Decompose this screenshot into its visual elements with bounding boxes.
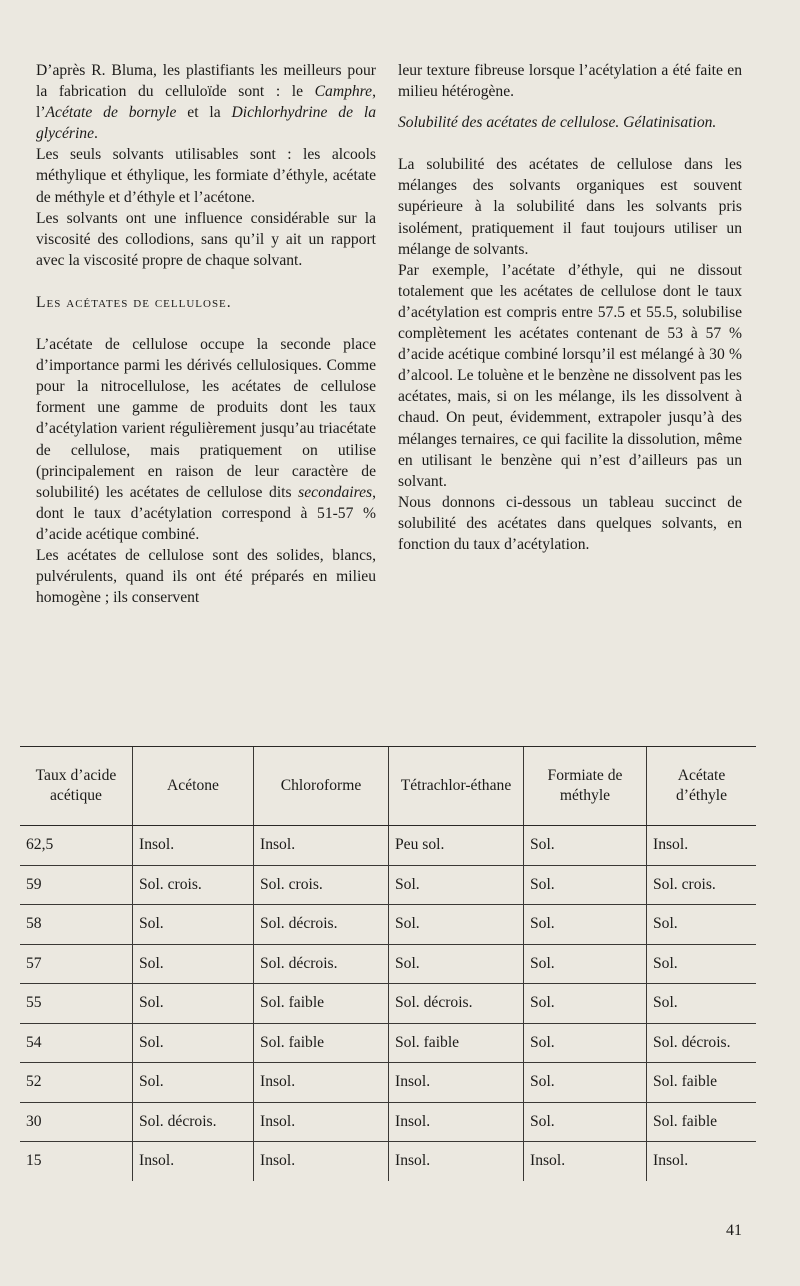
table-cell: Sol. [133,984,254,1024]
table-row [20,1142,756,1181]
table-cell: Insol. [254,826,389,866]
table-cell: Sol. faible [647,1102,757,1142]
paragraph-exemple: Par exemple, l’acétate d’éthyle, qui ne dissout totalement que les acétates de cellulose dont le taux d’acétylation est compris entre 57.5 et 55.5, solubilise complètement les acétates contenant de 53 à 57 % d’acide acétique combiné lorsqu’il est mélangé à 30 % d’alcool. Le toluène et le benzène ne dissolvent pas les acétates, mais, si on les mélange, ils les dissolvent à chaud. On peut, évidemment, extrapoler jusqu’à des mélanges ternaires, ce qui facilite la dissolution, même en utilisant le benzène qui n’est d’ailleurs pas un solvant. [398,261,742,490]
table-cell: Sol. [389,905,524,945]
table-cell: Sol. décrois. [254,944,389,984]
column-header: Formiate de méthyle [524,747,647,826]
table-cell: Sol. [389,865,524,905]
table-cell: Insol. [133,826,254,866]
paragraph-text: D’après R. Bluma, les plastifiants les meilleurs pour la fabrication du celluloïde sont : le [36,62,376,101]
section-heading-acetates: Les acétates de cellulose. [36,293,232,311]
page-number: 41 [726,1222,742,1239]
table-cell: Sol. [524,1023,647,1063]
paragraph-text: et la [176,104,232,122]
table-cell: Sol. [133,1023,254,1063]
table-cell: Sol. [647,905,757,945]
term-acetate-bornyle: Acétate de bornyle [45,104,177,122]
table-cell: Sol. [647,984,757,1024]
table-cell: Peu sol. [389,826,524,866]
table-cell: 30 [20,1102,133,1142]
table-cell: 15 [26,1152,42,1170]
table-cell: 55 [20,984,133,1024]
term-camphre: Camphre [314,83,373,101]
table-cell: Sol. [133,1063,254,1103]
table-cell: Sol. [133,944,254,984]
table-cell: Sol. [524,826,647,866]
paragraph-plastifiants [36,60,376,144]
column-header: Acétate d’éthyle [647,747,757,826]
table-cell: Sol. [647,944,757,984]
paragraph-text: , dont le taux d’acétylation correspond à 51-57 % d’acide acétique combiné. [36,483,376,543]
table-row [20,905,756,945]
table-row [20,984,756,1024]
table-row [20,1063,756,1103]
table-cell: Sol. décrois. [647,1023,757,1063]
table-cell: Insol. [254,1063,389,1103]
table-cell: Sol. décrois. [389,984,524,1024]
table-cell: Sol. crois. [647,865,757,905]
term-dichlorhydrine: Dichlorhydrine de la glycérine [36,104,376,143]
paragraph-melanges: La solubilité des acétates de cellulose dans les mélanges des solvants organiques est souvent supérieure à la solubilité dans les solvants pris isolément, pratiquement il faut toujours utiliser un mélange de solvants. [398,156,742,258]
paragraph-acetate-intro [36,334,376,545]
section-heading-solubilite: Solubilité des acétates de cellulose. Gélatinisation. [398,114,717,132]
column-header: Chloroforme [254,747,389,826]
table-cell: Sol. [524,1063,647,1103]
paragraph-acetate-solides: Les acétates de cellulose sont des solides, blancs, pulvérulents, quand ils ont été préparés en milieu homogène ; ils conservent [36,546,376,607]
table-cell: Sol. crois. [133,865,254,905]
table-cell: Insol. [647,826,757,866]
table-row [20,1023,756,1063]
left-column [36,60,376,608]
table-cell: 58 [20,905,133,945]
paragraph-text: L’acétate de cellulose occupe la seconde place d’importance parmi les dérivés cellulosiques. Comme pour la nitrocellulose, les acétates de cellulose forment une gamme de produits dont les taux d’acétylation varient régulièrement jusqu’au triacétate de cellulose, mais pratiquement on utilise (principalement en raison de leur caractère de solubilité) les acétates de cellulose dits [36,336,376,501]
table-cell: Sol. [524,944,647,984]
table-cell: Sol. faible [254,1023,389,1063]
paragraph-viscosite: Les solvants ont une influence considérable sur la viscosité des collodions, sans qu’il y ait un rapport avec la viscosité propre de chaque solvant. [36,209,376,269]
paragraph-solvants: Les seuls solvants utilisables sont : les alcools méthylique et éthylique, les formiate d’éthyle, acétate de méthyle et d’éthyle et l’acétone. [36,146,376,206]
table-cell: 54 [20,1023,133,1063]
table-cell: Sol. décrois. [254,905,389,945]
paragraph-texture: leur texture fibreuse lorsque l’acétylation a été faite en milieu hétérogène. [398,62,742,101]
table-cell: Sol. [524,905,647,945]
column-header: Acétone [133,747,254,826]
solubility-table [20,746,756,1181]
table-cell: Insol. [389,1063,524,1103]
table-cell: 52 [20,1063,133,1103]
table-cell: 62,5 [20,826,133,866]
table-cell: 57 [20,944,133,984]
table-cell: Insol. [647,1142,757,1181]
table-cell: Sol. faible [389,1023,524,1063]
table-cell: Insol. [254,1102,389,1142]
table-cell: Insol. [133,1142,254,1181]
table-row [20,865,756,905]
table-row [20,826,756,866]
paragraph-tableau-intro: Nous donnons ci-dessous un tableau succinct de solubilité des acétates dans quelques solvants, en fonction du taux d’acétylation. [398,493,742,553]
table-cell: Sol. faible [254,984,389,1024]
column-header: Tétrachlor-éthane [389,747,524,826]
table-cell: Sol. [133,905,254,945]
table-cell: Sol. [524,1102,647,1142]
table-cell: Insol. [389,1102,524,1142]
table-cell: Insol. [254,1142,389,1181]
table-row [20,944,756,984]
table-cell: Sol. [389,944,524,984]
term-secondaires: secondaires [298,483,373,501]
table-cell: Sol. faible [647,1063,757,1103]
paragraph-text: , l’ [36,83,376,122]
column-header: Taux d’acide acétique [20,747,133,826]
table-cell: 59 [20,865,133,905]
paragraph-text: . [94,125,98,143]
right-column [398,60,742,555]
table-cell: Sol. décrois. [133,1102,254,1142]
table-cell: Insol. [524,1142,647,1181]
table-cell: Sol. [524,984,647,1024]
table-header-row [20,747,756,826]
table-row [20,1102,756,1142]
table-cell: Sol. crois. [254,865,389,905]
table-cell: Sol. [524,865,647,905]
table-cell: Insol. [389,1142,524,1181]
